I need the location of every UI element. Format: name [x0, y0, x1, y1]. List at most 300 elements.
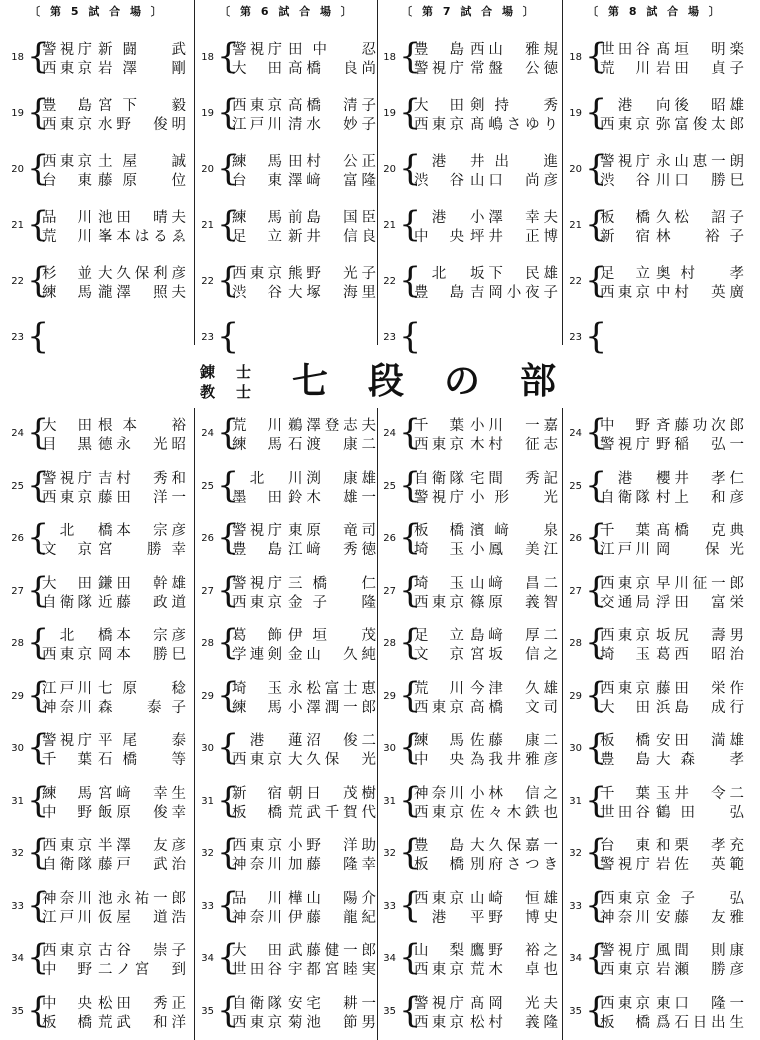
competitor-row [414, 784, 558, 804]
affiliation: 世田谷 [600, 42, 650, 58]
match-number: 30 [569, 743, 582, 754]
brace-icon: { [27, 938, 50, 978]
affiliation: 警視庁 [232, 523, 282, 539]
competitor-row [600, 994, 744, 1014]
court-5-column [2, 408, 192, 1040]
match-number: 34 [383, 953, 396, 964]
competitor-row [414, 227, 558, 247]
competitor-row [414, 908, 558, 928]
affiliation: 豊 島 [600, 752, 650, 768]
match-number: 24 [569, 428, 582, 439]
match-number: 28 [201, 638, 214, 649]
competitor-row [232, 836, 376, 856]
competitor-name: 新井 信良 [288, 229, 376, 245]
match-entry [374, 623, 564, 666]
affiliation: 豊 島 [414, 42, 464, 58]
match-number: 32 [201, 848, 214, 859]
match-number: 30 [201, 743, 214, 754]
brace-icon: { [27, 93, 50, 133]
match-number: 31 [569, 795, 582, 807]
match-number: 35 [383, 1005, 396, 1017]
competitor-name: 島﨑 厚二 [470, 628, 558, 644]
competitor-row [600, 836, 744, 856]
match-entry [374, 728, 564, 771]
match-entry [192, 261, 382, 304]
affiliation: 西東京 [600, 995, 650, 1012]
match-entry [192, 728, 382, 771]
brace-icon: { [399, 205, 422, 245]
competitor-row [42, 698, 186, 718]
court-header: 〔 第 8 試 合 場 〕 [587, 5, 723, 18]
competitor-name: 高橋 清子 [288, 98, 376, 114]
competitor-name: 篠原 義智 [470, 594, 558, 611]
competitor-name: 東口 隆一 [656, 995, 744, 1012]
affiliation: 西東京 [600, 962, 650, 978]
competitor-row [414, 264, 558, 284]
competitor-row [600, 750, 744, 770]
match-entry [2, 149, 192, 192]
competitor-row [414, 593, 558, 613]
affiliation: 新 宿 [600, 229, 650, 245]
brace-icon: { [27, 728, 50, 768]
match-entry [192, 149, 382, 192]
competitor-row [42, 283, 186, 303]
competitor-row [414, 208, 558, 228]
competitor-row [42, 521, 186, 541]
competitor-name: 橋本 宗彦 [98, 523, 186, 539]
affiliation: 交通局 [600, 594, 650, 611]
match-entry [192, 990, 382, 1034]
affiliation: 港 [249, 733, 265, 749]
affiliation: 荒 川 [414, 680, 464, 697]
match-entry [2, 413, 192, 456]
competitor-row [232, 941, 376, 961]
competitor-row [414, 469, 558, 489]
competitor-name: 宮坂 信之 [470, 647, 558, 663]
match-number: 33 [383, 900, 396, 912]
competitor-name: 為我井雅彦 [470, 752, 558, 768]
competitor-name: 石橋 等 [98, 752, 186, 768]
brace-icon: { [585, 675, 608, 716]
affiliation: 練 馬 [232, 437, 282, 453]
affiliation: 警視庁 [42, 733, 92, 749]
competitor-row [42, 908, 186, 928]
match-entry [374, 413, 564, 456]
match-entry [374, 570, 564, 614]
match-number: 30 [11, 743, 24, 754]
competitor-row [42, 855, 186, 875]
match-entry [2, 465, 192, 509]
competitor-row [600, 488, 744, 508]
match-number: 34 [11, 953, 24, 964]
competitor-name: 大塚 海里 [288, 285, 376, 301]
match-entry [560, 93, 750, 136]
competitor-row [414, 994, 558, 1014]
affiliation: 板 橋 [600, 733, 650, 749]
brace-icon: { [27, 833, 50, 873]
affiliation: 荒 川 [42, 229, 92, 245]
competitor-row [600, 152, 744, 172]
competitor-row [600, 264, 744, 284]
match-number: 26 [201, 533, 214, 544]
match-entry [192, 780, 382, 824]
competitor-row [600, 469, 744, 489]
match-entry [2, 780, 192, 824]
match-number: 25 [11, 480, 24, 492]
court-7-column [374, 408, 564, 1040]
competitor-name: 熊野 光子 [288, 266, 376, 282]
brace-icon: { [585, 93, 608, 133]
competitor-row [600, 40, 744, 60]
match-number: 18 [383, 52, 396, 63]
match-entry [374, 149, 564, 192]
match-number: 31 [201, 795, 214, 807]
affiliation: 港 [431, 154, 447, 170]
competitor-name: 林 裕子 [656, 229, 744, 245]
competitor-row [600, 803, 744, 823]
competitor-row [232, 96, 376, 116]
affiliation: 目 黒 [42, 437, 92, 453]
brace-icon: { [399, 37, 422, 77]
affiliation: 千 葉 [600, 785, 650, 802]
match-number: 31 [383, 795, 396, 807]
brace-icon: { [217, 465, 240, 506]
court-header: 〔 第 6 試 合 場 〕 [219, 5, 355, 18]
match-entry [2, 93, 192, 136]
affiliation: 大 田 [414, 98, 464, 114]
match-entry [374, 465, 564, 509]
competitor-row [414, 115, 558, 135]
competitor-row [414, 488, 558, 508]
competitor-name: 爲石日出生 [656, 1014, 744, 1031]
brace-icon: { [27, 885, 50, 926]
competitor-name: 高橋 文司 [470, 699, 558, 716]
brace-icon: { [217, 317, 240, 357]
court-header: 〔 第 5 試 合 場 〕 [29, 5, 165, 18]
competitor-name: 加藤 隆幸 [288, 857, 376, 873]
affiliation: 板 橋 [600, 210, 650, 226]
match-number: 20 [201, 164, 214, 175]
rank-suffix: 士 [236, 383, 252, 401]
competitor-row [42, 59, 186, 79]
competitor-name: 大久保 光 [288, 752, 376, 768]
match-entry [192, 518, 382, 561]
competitor-name: 村上 和彦 [656, 489, 744, 506]
affiliation: 西東京 [232, 594, 282, 611]
competitor-row [232, 40, 376, 60]
affiliation: 西東京 [42, 489, 92, 506]
match-number: 21 [201, 220, 214, 231]
match-entry [374, 675, 564, 719]
match-entry [560, 990, 750, 1034]
competitor-row [232, 784, 376, 804]
competitor-row [600, 855, 744, 875]
competitor-name: 奥村 孝 [656, 266, 744, 282]
affiliation: 西東京 [600, 117, 650, 133]
competitor-name: 松村 義隆 [470, 1014, 558, 1031]
match-entry [374, 833, 564, 876]
match-number: 23 [383, 332, 396, 343]
competitor-row [42, 994, 186, 1014]
brace-icon: { [585, 990, 608, 1031]
match-entry [560, 780, 750, 824]
affiliation: 台 東 [232, 173, 282, 189]
competitor-name: 小澤 幸夫 [470, 210, 558, 226]
brace-icon: { [217, 833, 240, 873]
affiliation: 中 野 [600, 418, 650, 434]
competitor-row [414, 435, 558, 455]
brace-icon: { [585, 570, 608, 611]
competitor-name: 宇都宮睦実 [288, 962, 376, 978]
competitor-row [232, 1013, 376, 1033]
competitor-name: 大久保利彦 [98, 266, 186, 282]
match-number: 19 [569, 108, 582, 119]
competitor-row [600, 1013, 744, 1033]
competitor-row [232, 416, 376, 436]
competitor-name: 濱﨑 泉 [470, 523, 558, 539]
competitor-row [232, 731, 376, 751]
match-number: 33 [201, 900, 214, 912]
match-number: 27 [569, 585, 582, 597]
competitor-name: 安田 満雄 [656, 733, 744, 749]
affiliation: 練 馬 [42, 285, 92, 301]
affiliation: 中 野 [42, 962, 92, 978]
competitor-row [600, 679, 744, 699]
match-entry [560, 37, 750, 80]
competitor-name: 金子 弘 [656, 890, 744, 907]
competitor-name: 松田 秀正 [98, 995, 186, 1012]
competitor-name: 前島 国臣 [288, 210, 376, 226]
affiliation: 西東京 [600, 680, 650, 697]
affiliation: 大 田 [42, 575, 92, 592]
match-number: 23 [11, 332, 24, 343]
brace-icon: { [585, 261, 608, 301]
competitor-name: 德永 光昭 [98, 437, 186, 453]
affiliation: 警視庁 [42, 42, 92, 58]
court-8-column [560, 0, 750, 357]
competitor-row [600, 908, 744, 928]
match-entry [560, 518, 750, 561]
brace-icon: { [27, 990, 50, 1031]
match-number: 22 [11, 276, 24, 287]
competitor-name: 二ノ宮 到 [98, 962, 186, 978]
match-entry [374, 780, 564, 824]
competitor-row [42, 679, 186, 699]
competitor-row [600, 593, 744, 613]
competitor-row [600, 435, 744, 455]
competitor-name: 瀧澤 照夫 [98, 285, 186, 301]
competitor-name: 澤﨑 富隆 [288, 173, 376, 189]
affiliation: 台 東 [42, 173, 92, 189]
competitor-name: 坂尻 壽男 [656, 628, 744, 644]
match-entry [2, 570, 192, 614]
competitor-name: 吉岡小夜子 [470, 285, 558, 301]
brace-icon: { [399, 990, 422, 1031]
competitor-row [232, 960, 376, 980]
competitor-name: 野稲 弘一 [656, 437, 744, 453]
competitor-row [414, 521, 558, 541]
competitor-name: 高橋 良尚 [288, 61, 376, 77]
affiliation: 中 央 [414, 229, 464, 245]
affiliation: 西東京 [42, 154, 92, 170]
division-title [0, 358, 760, 406]
competitor-name: 七原 稔 [98, 680, 186, 697]
match-number: 19 [11, 108, 24, 119]
match-entry [560, 675, 750, 719]
affiliation: 西東京 [232, 752, 282, 768]
competitor-name: 西山 雅規 [470, 42, 558, 58]
affiliation: 神奈川 [600, 909, 650, 926]
brace-icon: { [399, 518, 422, 558]
affiliation: 西東京 [42, 647, 92, 663]
affiliation: 警視庁 [600, 857, 650, 873]
competitor-row [232, 115, 376, 135]
competitor-name: 藤田 洋一 [98, 489, 186, 506]
brace-icon: { [585, 37, 608, 77]
competitor-row [42, 960, 186, 980]
brace-icon: { [585, 623, 608, 663]
competitor-name: 常盤 公徳 [470, 61, 558, 77]
brace-icon: { [217, 990, 240, 1031]
affiliation: 千 葉 [42, 752, 92, 768]
affiliation: 西東京 [414, 117, 464, 133]
competitor-row [42, 750, 186, 770]
competitor-name: 藤田 栄作 [656, 680, 744, 697]
competitor-name: 荒武 和洋 [98, 1014, 186, 1031]
competitor-row [414, 836, 558, 856]
competitor-name: 東原 竜司 [288, 523, 376, 539]
affiliation: 北 [431, 266, 447, 282]
competitor-row [42, 593, 186, 613]
match-entry [2, 728, 192, 771]
affiliation: 警視庁 [600, 154, 650, 170]
competitor-name: 鈴木 雄一 [288, 489, 376, 506]
affiliation: 西東京 [414, 437, 464, 453]
competitor-name: 大久保嘉一 [470, 838, 558, 854]
competitor-name: 半澤 友彦 [98, 838, 186, 854]
match-entry [192, 833, 382, 876]
affiliation: 品 川 [232, 890, 282, 907]
match-number: 29 [11, 690, 24, 702]
match-number: 25 [569, 480, 582, 492]
affiliation: 板 橋 [414, 523, 464, 539]
match-number: 24 [11, 428, 24, 439]
competitor-row [232, 908, 376, 928]
competitor-name: 鎌田 幹雄 [98, 575, 186, 592]
match-entry [374, 518, 564, 561]
match-number: 22 [569, 276, 582, 287]
match-entry [374, 261, 564, 304]
brace-icon: { [585, 518, 608, 558]
brace-icon: { [585, 413, 608, 453]
competitor-row [414, 96, 558, 116]
match-number: 27 [383, 585, 396, 597]
competitor-name: 荒武千賀代 [288, 804, 376, 821]
competitor-name: 菊池 節男 [288, 1014, 376, 1031]
brace-icon: { [399, 623, 422, 663]
affiliation: 北 [59, 523, 75, 539]
match-number: 20 [383, 164, 396, 175]
brace-icon: { [399, 317, 422, 357]
competitor-row [600, 540, 744, 560]
match-entry [192, 317, 382, 360]
brace-icon: { [27, 149, 50, 189]
competitor-name: 平野 博史 [470, 909, 558, 926]
match-number: 19 [201, 108, 214, 119]
competitor-row [600, 731, 744, 751]
match-entry [560, 413, 750, 456]
competitor-name: 安藤 友雅 [656, 909, 744, 926]
match-entry [192, 37, 382, 80]
affiliation: 練 馬 [232, 210, 282, 226]
competitor-row [42, 941, 186, 961]
competitor-name: 樺山 陽介 [288, 890, 376, 907]
affiliation: 板 橋 [232, 804, 282, 821]
competitor-row [42, 488, 186, 508]
competitor-row [232, 679, 376, 699]
affiliation: 神奈川 [232, 857, 282, 873]
competitor-name: 新闘 武 [98, 42, 186, 58]
brace-icon: { [585, 149, 608, 189]
match-number: 18 [201, 52, 214, 63]
competitor-row [232, 171, 376, 191]
competitor-name: 池田 晴夫 [98, 210, 186, 226]
match-entry [560, 885, 750, 929]
competitor-row [414, 960, 558, 980]
match-number: 35 [201, 1005, 214, 1017]
affiliation: 文 京 [42, 542, 92, 558]
competitor-row [600, 171, 744, 191]
brace-icon: { [585, 728, 608, 768]
affiliation: 大 田 [600, 699, 650, 716]
division-heading: 七段の部 [292, 361, 597, 402]
competitor-row [42, 152, 186, 172]
competitor-name: 髙垣 明楽 [656, 42, 744, 58]
brace-icon: { [585, 465, 608, 506]
brace-icon: { [27, 675, 50, 716]
affiliation: 港 [617, 470, 633, 487]
match-number: 27 [11, 585, 24, 597]
competitor-name: 鷹野 裕之 [470, 943, 558, 959]
affiliation: 板 橋 [600, 1014, 650, 1031]
competitor-row [42, 469, 186, 489]
affiliation: 豊 島 [232, 542, 282, 558]
affiliation: 西東京 [232, 838, 282, 854]
match-number: 28 [383, 638, 396, 649]
brace-icon: { [27, 317, 50, 357]
competitor-name: 斉藤功次郎 [656, 418, 744, 434]
brace-icon: { [399, 149, 422, 189]
competitor-name: 伊藤 龍紀 [288, 909, 376, 926]
competitor-name: 佐藤 康二 [470, 733, 558, 749]
competitor-row [414, 941, 558, 961]
competitor-row [42, 416, 186, 436]
affiliation: 神奈川 [414, 785, 464, 802]
affiliation: 練 馬 [232, 154, 282, 170]
competitor-name: 近藤 政道 [98, 594, 186, 611]
competitor-row [42, 889, 186, 909]
brace-icon: { [27, 570, 50, 611]
brace-icon: { [27, 465, 50, 506]
competitor-row [232, 59, 376, 79]
brace-icon: { [585, 205, 608, 245]
competitor-row [600, 960, 744, 980]
match-number: 21 [11, 220, 24, 231]
match-number: 25 [383, 480, 396, 492]
competitor-name: 岡本 勝巳 [98, 647, 186, 663]
match-number: 34 [569, 953, 582, 964]
match-entry [2, 518, 192, 561]
